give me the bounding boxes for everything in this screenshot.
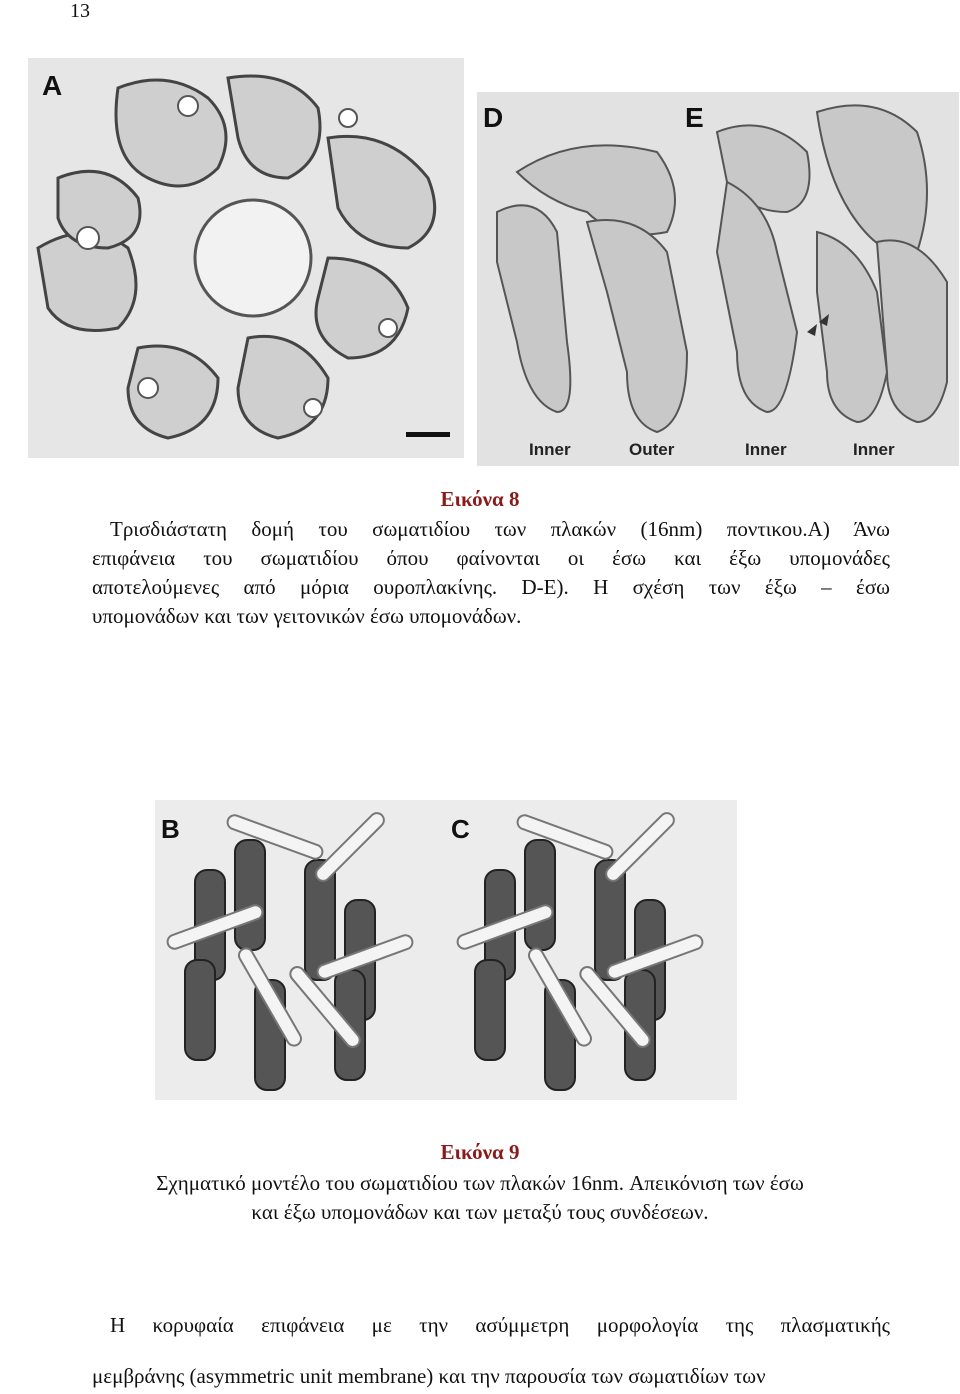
- label-inner-3: Inner: [853, 440, 895, 459]
- subunit-side-view-illustration: [477, 92, 959, 466]
- figure-9-title: Εικόνα 9: [440, 1140, 520, 1164]
- figure-8-title: Εικόνα 8: [440, 487, 520, 511]
- particle-top-view-illustration: [28, 58, 464, 458]
- label-outer: Outer: [629, 440, 675, 459]
- figure-9-image: [155, 800, 737, 1100]
- page-number: 13: [70, 0, 90, 22]
- label-inner-2: Inner: [745, 440, 787, 459]
- panel-label-c: C: [451, 814, 470, 844]
- figure-8a-image: [28, 58, 464, 458]
- panel-label-d: D: [483, 102, 504, 133]
- figure-9-caption-line-1: Σχηματικό μοντέλο του σωματιδίου των πλακών 16nm. Απεικόνιση των έσω: [156, 1171, 804, 1195]
- figure-9-caption-line-2: και έξω υπομονάδων και των μεταξύ τους συνδέσεων.: [251, 1200, 709, 1224]
- figure-8de-image: [477, 92, 959, 466]
- figure-8-caption-line-4: υπομονάδων και των γειτονικών έσω υπομονάδων.: [92, 604, 522, 628]
- body-text-line-2: μεμβράνης (asymmetric unit membrane) και την παρουσία των σωματιδίων των: [92, 1364, 766, 1388]
- body-text-line-1: Η κορυφαία επιφάνεια με την ασύμμετρη μορφολογία της πλασματικής: [110, 1313, 890, 1337]
- figure-8-caption-line-2: επιφάνεια του σωματιδίου όπου φαίνονται οι έσω και έξω υπομονάδες: [92, 546, 890, 570]
- panel-label-b: B: [161, 814, 180, 844]
- panel-label-e: E: [685, 102, 704, 133]
- panel-label-a: A: [42, 70, 63, 101]
- figure-8-caption-line-1: Τρισδιάστατη δομή του σωματιδίου των πλακών (16nm) ποντικου.Α) Άνω: [110, 517, 890, 541]
- label-inner-1: Inner: [529, 440, 571, 459]
- schematic-model-illustration: [155, 800, 737, 1100]
- figure-8-caption-line-3: αποτελούμενες από μόρια ουροπλακίνης. D-E). Η σχέση των έξω – έσω: [92, 575, 890, 599]
